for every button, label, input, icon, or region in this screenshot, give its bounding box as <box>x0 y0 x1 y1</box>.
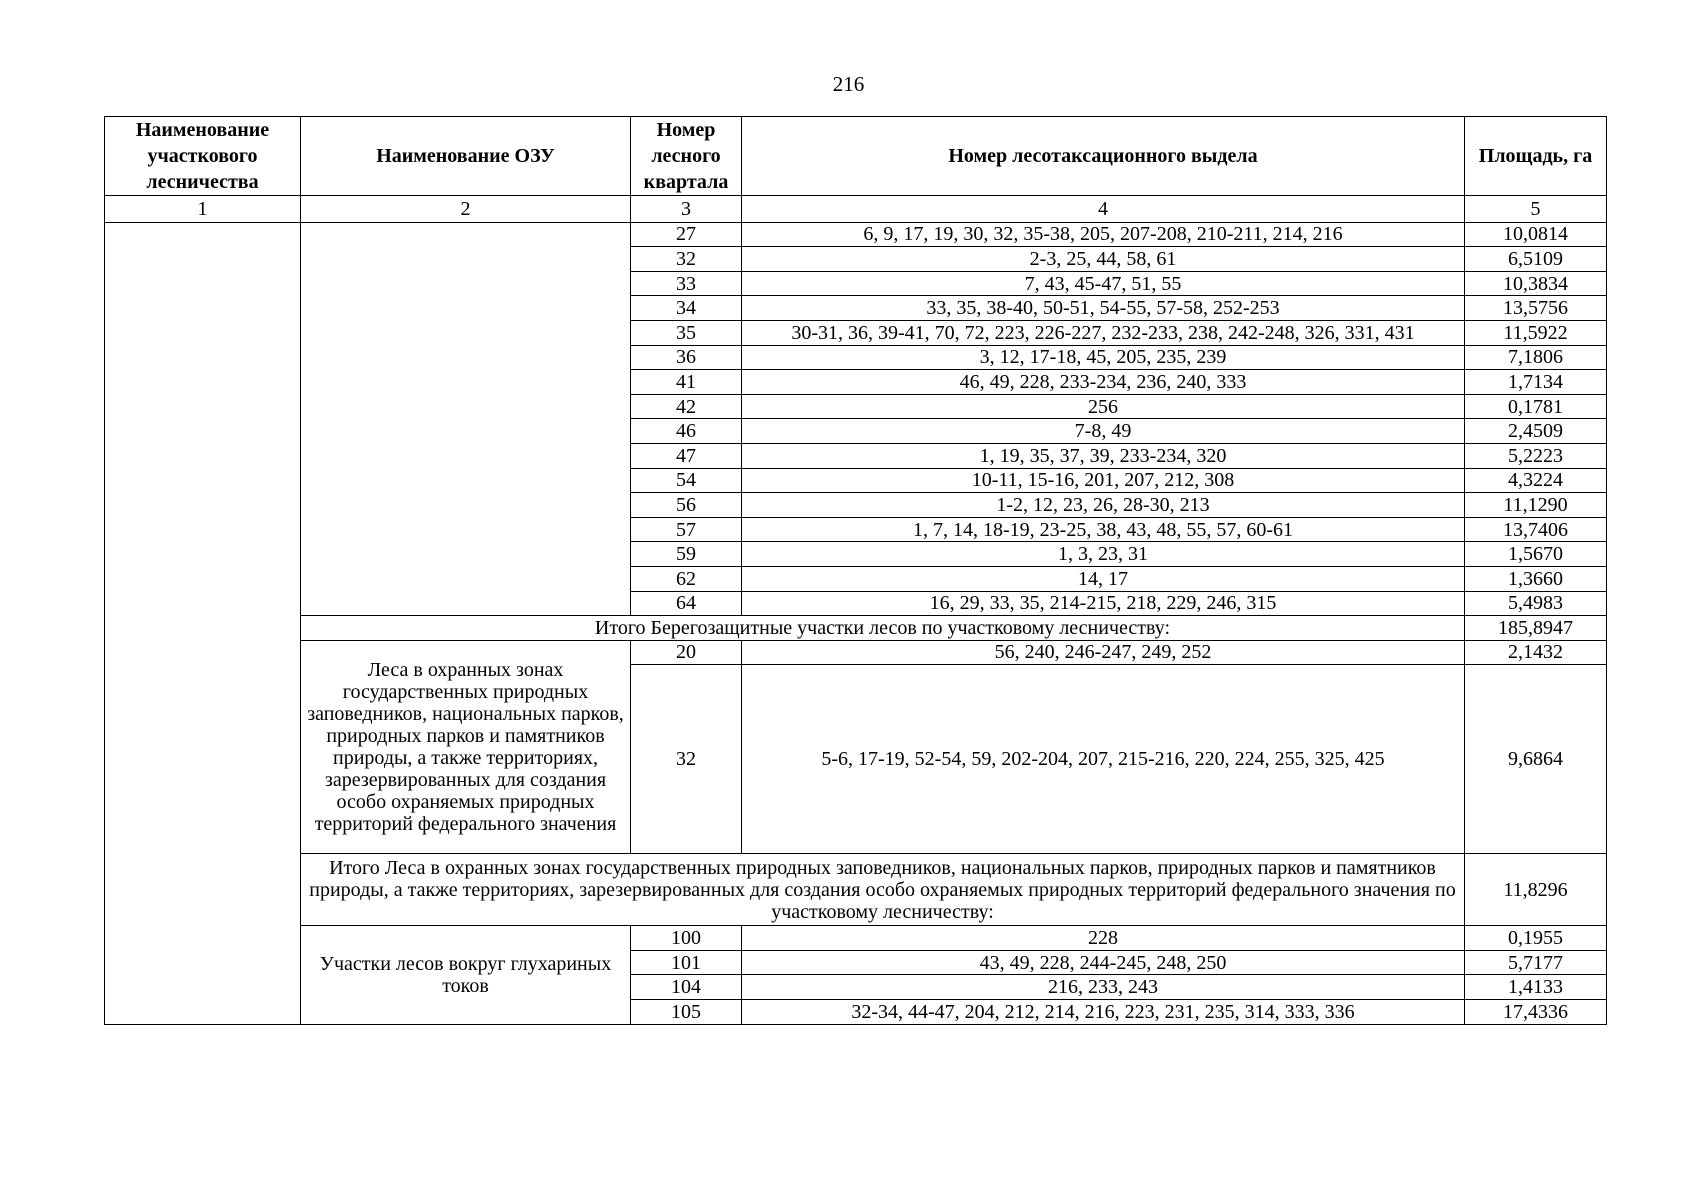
area-cell: 0,1781 <box>1465 394 1607 419</box>
kvartal-cell: 57 <box>631 517 742 542</box>
vydel-cell: 1, 7, 14, 18-19, 23-25, 38, 43, 48, 55, 57, 60-61 <box>742 517 1465 542</box>
area-cell: 17,4336 <box>1465 1000 1607 1025</box>
ozu-cell: Леса в охранных зонах государственных природных заповедников, национальных парков, природных парков и памятников природы, а также территориях, зарезервированных для создания особо охраняемых природных территорий федерального значения <box>301 640 631 854</box>
kvartal-cell: 41 <box>631 370 742 395</box>
ozu-cell <box>301 222 631 616</box>
kvartal-cell: 105 <box>631 1000 742 1025</box>
header-vydel: Номер лесотаксационного выдела <box>742 117 1465 196</box>
vydel-cell: 43, 49, 228, 244-245, 248, 250 <box>742 950 1465 975</box>
header-kvartal: Номер лесного квартала <box>631 117 742 196</box>
area-cell: 2,4509 <box>1465 419 1607 444</box>
lesnichestvo-cell <box>105 222 301 1024</box>
area-cell: 10,3834 <box>1465 271 1607 296</box>
kvartal-cell: 62 <box>631 566 742 591</box>
kvartal-cell: 59 <box>631 542 742 567</box>
vydel-cell: 1-2, 12, 23, 26, 28-30, 213 <box>742 493 1465 518</box>
area-cell: 1,7134 <box>1465 370 1607 395</box>
area-cell: 11,5922 <box>1465 320 1607 345</box>
vydel-cell: 1, 3, 23, 31 <box>742 542 1465 567</box>
area-cell: 5,7177 <box>1465 950 1607 975</box>
area-cell: 5,2223 <box>1465 443 1607 468</box>
kvartal-cell: 46 <box>631 419 742 444</box>
vydel-cell: 32-34, 44-47, 204, 212, 214, 216, 223, 231, 235, 314, 333, 336 <box>742 1000 1465 1025</box>
area-cell: 10,0814 <box>1465 222 1607 247</box>
area-cell: 1,3660 <box>1465 566 1607 591</box>
vydel-cell: 5-6, 17-19, 52-54, 59, 202-204, 207, 215-216, 220, 224, 255, 325, 425 <box>742 665 1465 854</box>
page-number: 216 <box>832 72 865 96</box>
vydel-cell: 256 <box>742 394 1465 419</box>
vydel-cell: 46, 49, 228, 233-234, 236, 240, 333 <box>742 370 1465 395</box>
column-numbers-row <box>105 196 1607 223</box>
column-number: 2 <box>301 196 631 223</box>
vydel-cell: 2-3, 25, 44, 58, 61 <box>742 247 1465 272</box>
column-number: 5 <box>1465 196 1607 223</box>
vydel-cell: 7-8, 49 <box>742 419 1465 444</box>
kvartal-cell: 35 <box>631 320 742 345</box>
area-cell: 4,3224 <box>1465 468 1607 493</box>
vydel-cell: 14, 17 <box>742 566 1465 591</box>
forest-table <box>104 116 1607 1025</box>
vydel-cell: 16, 29, 33, 35, 214-215, 218, 229, 246, 315 <box>742 591 1465 616</box>
kvartal-cell: 33 <box>631 271 742 296</box>
total-label: Итого Берегозащитные участки лесов по участковому лесничеству: <box>301 616 1465 641</box>
area-cell: 1,4133 <box>1465 975 1607 1000</box>
area-cell: 6,5109 <box>1465 247 1607 272</box>
vydel-cell: 30-31, 36, 39-41, 70, 72, 223, 226-227, 232-233, 238, 242-248, 326, 331, 431 <box>742 320 1465 345</box>
vydel-cell: 228 <box>742 926 1465 951</box>
column-number: 3 <box>631 196 742 223</box>
area-cell: 13,7406 <box>1465 517 1607 542</box>
kvartal-cell: 27 <box>631 222 742 247</box>
kvartal-cell: 47 <box>631 443 742 468</box>
kvartal-cell: 32 <box>631 665 742 854</box>
kvartal-cell: 104 <box>631 975 742 1000</box>
vydel-cell: 3, 12, 17-18, 45, 205, 235, 239 <box>742 345 1465 370</box>
area-cell: 0,1955 <box>1465 926 1607 951</box>
header-ozu: Наименование ОЗУ <box>301 117 631 196</box>
vydel-cell: 7, 43, 45-47, 51, 55 <box>742 271 1465 296</box>
header-area: Площадь, га <box>1465 117 1607 196</box>
ozu-cell: Участки лесов вокруг глухариных токов <box>301 926 631 1024</box>
vydel-cell: 6, 9, 17, 19, 30, 32, 35-38, 205, 207-208, 210-211, 214, 216 <box>742 222 1465 247</box>
kvartal-cell: 42 <box>631 394 742 419</box>
kvartal-cell: 101 <box>631 950 742 975</box>
vydel-cell: 10-11, 15-16, 201, 207, 212, 308 <box>742 468 1465 493</box>
total-label: Итого Леса в охранных зонах государственных природных заповедников, национальных парков, природных парков и памятников природы, а также территориях, зарезервированных для создания особо охраняемых природных территорий федерального значения по участковому лесничеству: <box>301 854 1465 926</box>
total-row <box>105 854 1607 926</box>
table-row <box>105 926 1607 951</box>
vydel-cell: 216, 233, 243 <box>742 975 1465 1000</box>
kvartal-cell: 32 <box>631 247 742 272</box>
kvartal-cell: 64 <box>631 591 742 616</box>
area-cell: 7,1806 <box>1465 345 1607 370</box>
vydel-cell: 56, 240, 246-247, 249, 252 <box>742 640 1465 665</box>
total-area: 11,8296 <box>1465 854 1607 926</box>
vydel-cell: 33, 35, 38-40, 50-51, 54-55, 57-58, 252-253 <box>742 296 1465 321</box>
total-row <box>105 616 1607 641</box>
kvartal-cell: 36 <box>631 345 742 370</box>
column-number: 1 <box>105 196 301 223</box>
area-cell: 13,5756 <box>1465 296 1607 321</box>
area-cell: 11,1290 <box>1465 493 1607 518</box>
kvartal-cell: 100 <box>631 926 742 951</box>
area-cell: 9,6864 <box>1465 665 1607 854</box>
area-cell: 2,1432 <box>1465 640 1607 665</box>
vydel-cell: 1, 19, 35, 37, 39, 233-234, 320 <box>742 443 1465 468</box>
kvartal-cell: 54 <box>631 468 742 493</box>
table-row <box>105 222 1607 247</box>
column-number: 4 <box>742 196 1465 223</box>
kvartal-cell: 20 <box>631 640 742 665</box>
header-row <box>105 117 1607 196</box>
header-lesnichestvo: Наименование участкового лесничества <box>105 117 301 196</box>
table-row <box>105 640 1607 665</box>
total-area: 185,8947 <box>1465 616 1607 641</box>
kvartal-cell: 56 <box>631 493 742 518</box>
kvartal-cell: 34 <box>631 296 742 321</box>
area-cell: 5,4983 <box>1465 591 1607 616</box>
area-cell: 1,5670 <box>1465 542 1607 567</box>
